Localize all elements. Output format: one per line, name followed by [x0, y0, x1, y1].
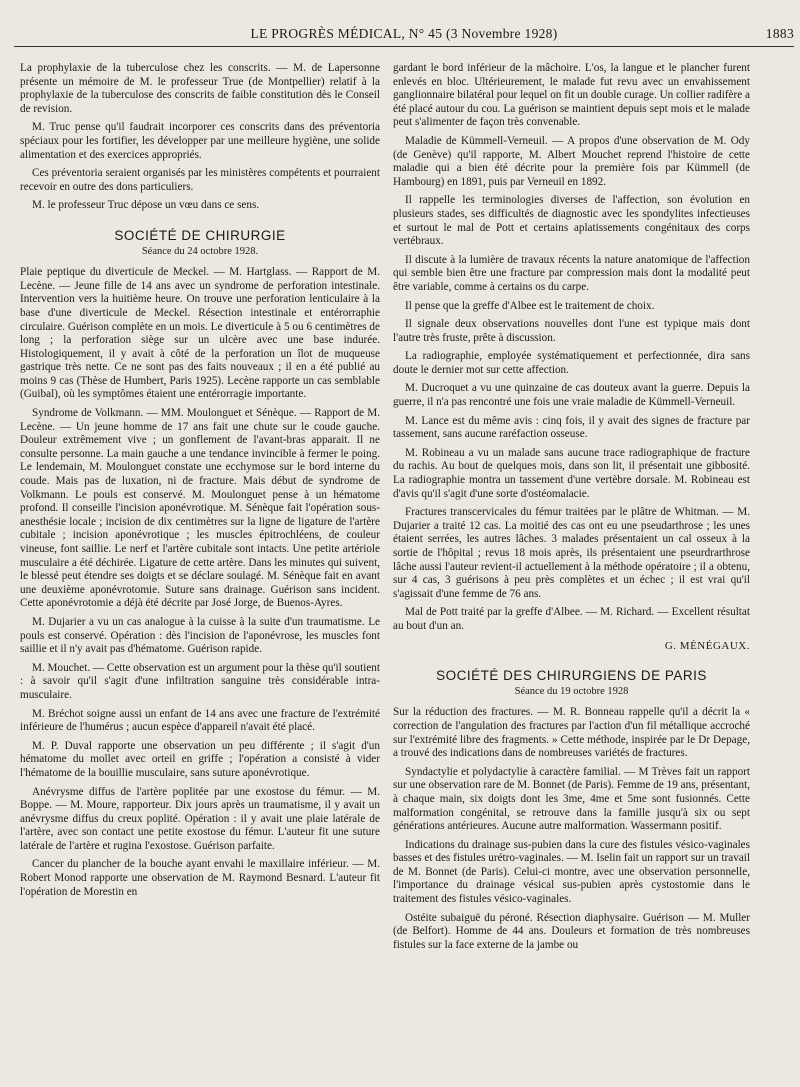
paragraph: Sur la réduction des fractures. — M. R. Bonneau rappelle qu'il a décrit la « correction de l'angulation des fractures par l'action d'un fil métallique accroché sur l'extrémité libre des fragments. » Cette méthode, inspirée par le Dr Depage, a trouvé des indications dans de nombreuses variétés de fractures. [393, 706, 750, 760]
paragraph: M. Lance est du même avis : cinq fois, il y avait des signes de fracture par tassement, sans aucune raréfaction osseuse. [393, 414, 750, 441]
paragraph: La radiographie, employée systématiquement et perfectionnée, dira sans doute le dernier mot sur cette affection. [393, 350, 750, 376]
signature: G. MÉNÉGAUX. [664, 639, 750, 652]
left-column [20, 62, 380, 904]
paragraph: M. Robineau a vu un malade sans aucune trace radiographique de fracture du rachis. Au bout de quelques mois, dans son lit, il présentait une gibbosité. La radiographie montra un tassement d'une vertèbre dorsale. M. Robineau est d'avis qu'il s'agit d'une sorte d'ostéomalacie. [393, 446, 750, 500]
section-title: SOCIÉTÉ DES CHIRURGIENS DE PARIS [436, 668, 707, 684]
paragraph: M. Dujarier a vu un cas analogue à la cuisse à la suite d'un traumatisme. Le pouls est conservé. Opération : dès l'incision de l'aponévrose, les muscles font saillie et il n'y avait pas d'hématome. Guérison rapide. [20, 615, 380, 656]
header-rule [14, 46, 794, 47]
paragraph: La prophylaxie de la tuberculose chez les conscrits. — M. de Lapersonne présente un mémoire de M. le professeur True (de Montpellier) relatif à la prophylaxie de la tuberculose des conscrits de faible constitution dès le Conseil de revision. [20, 62, 380, 115]
paragraph: M. Truc pense qu'il faudrait incorporer ces conscrits dans des préventoria spéciaux pour les fortifier, les développer par une meilleure hygiène, une solide alimentation et des exercices appropriés. [20, 121, 380, 161]
paragraph: Fractures transcervicales du fémur traitées par le plâtre de Whitman. — M. Dujarier a traité 12 cas. La moitié des cas ont eu une pseudarthrose ; les unes étaient serrées, les autres lâches. 3 malades présentaient un cal osseux à la sortie de l'hôpital ; revus 18 mois après, ils présentaient une pseurdrarthrose lâche aussi l'auteur revient-il actuellement à la méthode opératoire ; il a obtenu, sur 4 cas, 3 guérisons à peu près complètes et un échec ; il est vrai qu'il s'agissait d'une femme de 76 ans. [393, 506, 750, 600]
page-header [14, 26, 794, 46]
paragraph: Maladie de Kümmell-Verneuil. — A propos d'une observation de M. Ody (de Genève) qu'il rapporte, M. Albert Mouchet reprend l'histoire de cette maladie qui a bien été décrite pour la première fois par Kümmell (de Hambourg) en 1891, puis par Verneuil en 1892. [393, 134, 750, 188]
paragraph: Syndrome de Volkmann. — MM. Moulonguet et Sénèque. — Rapport de M. Lecène. — Un jeune homme de 17 ans fait une chute sur le coude gauche. Douleur extrêmement vive ; un gonflement de l'avant-bras apparait. Il ne consulte personne. La main gauche a une tendance invincible à fermer le poing. Le lendemain, M. Moulonguet constate une ecchymose sur le bord interne du coude. Mais pas de luxation, ni de fracture. Mais début de syndrome de Volkmann. Le pouls est conservé. M. Moulonguet pense à un hématome profond. Il conseille l'incision aponévrotique. M. Sénèque fait l'opération sous-anesthésie locale ; incision de dix centimètres sur la ligne de ligature de l'artère cubitale ; incision aponévrotique ; les muscles épitrochléens, de couleur vineuse, font saillie. Le nerf et l'artère cubitale sont intacts. Une petite artériole musculaire a été déchirée. Ligature de cette artère. Dans les minutes qui suivent, le blessé peut étendre ses doigts et se déclare soulagé. M. Sénèque fait en avant une deuxième aponévrotomie. Suture sans drainage. Guérison sans incident. Cette aponévrotomie a déjà été décrite par José Jorge, de Buenos-Ayres. [20, 407, 380, 610]
right-column [393, 62, 750, 957]
paragraph: Indications du drainage sus-pubien dans la cure des fistules vésico-vaginales basses et des fistules urétro-vaginales. — M. Iselin fait un rapport sur un travail de M. Bonnet (de Paris). Celui-ci montre, avec une observation personnelle, l'importance du drainage vésical sus-pubien après cystostomie dans le traitement des fistules vésico-vaginales. [393, 838, 750, 906]
paragraph: Syndactylie et polydactylie à caractère familial. — M Trèves fait un rapport sur une observation rare de M. Bonnet (de Paris). Femme de 19 ans, présentant, à chaque main, six doigts dont les 3me, 4me et 5me sont fusionnés. Cette malformation congénital, se retrouve dans la famille jusqu'à six ou sept générations antérieures. Aucune autre malformation. Wassermann positif. [393, 765, 750, 833]
paragraph: Plaie peptique du diverticule de Meckel. — M. Hartglass. — Rapport de M. Lecène. — Jeune fille de 14 ans avec un syndrome de perforation intestinale. Intervention vers la huitième heure. On trouve une perforation lenticulaire à la base d'une diverticule de Meckel. Résection intestinale et entérorraphie circulaire. Guérison complète en un mois. Le diverticule à 5 ou 6 centimètres de long ; la perforation siège sur un ulcère avec une base indurée. Histologiquement, il y avait à côté de la perforation un îlot de muqueuse gastrique très nette. Ce ne sont pas des faits nouveaux ; il en a été publié au moins 9 cas (Thèse de Humbert, Paris 1925). Lecène rapporte un cas semblable (Guibal), où les symptômes étaient une entérorragie importante. [20, 266, 380, 401]
paragraph: Il signale deux observations nouvelles dont l'une est typique mais dont l'autre très fruste, prête à discussion. [393, 318, 750, 344]
paragraph: gardant le bord inférieur de la mâchoire. L'os, la langue et le plancher furent enlevés en bloc. Ultérieurement, le malade fut revu avec un envahissement ganglionnaire bilatéral pour lequel on fit un double curage. Un collier radifère a été placé autour du cou. La guérison se maintient depuis sept mois et le malade peut s'alimenter de façon très convenable. [393, 62, 750, 129]
paragraph: M. le professeur Truc dépose un vœu dans ce sens. [32, 199, 260, 212]
paragraph: Cancer du plancher de la bouche ayant envahi le maxillaire inférieur. — M. Robert Monod rapporte une observation de M. Raymond Besnard. L'auteur fit l'opération de Morestin en [20, 858, 380, 898]
paragraph: Il rappelle les terminologies diverses de l'affection, son évolution en plusieurs stades, ses difficultés de diagnostic avec les spondylites infectieuses et surtout le mal de Pott et certains aplatissements congénitaux des corps vertébraux. [393, 194, 750, 248]
section-date: Séance du 24 octobre 1928. [141, 245, 259, 257]
paragraph: Il pense que la greffe d'Albee est le traitement de choix. [405, 299, 655, 312]
paragraph: Mal de Pott traité par la greffe d'Albee. — M. Richard. — Excellent résultat au bout d'un an. [393, 606, 750, 632]
paragraph: Ces préventoria seraient organisés par les ministères compétents et pourraient recevoir en outre des dons particuliers. [20, 167, 380, 193]
paragraph: M. P. Duval rapporte une observation un peu différente ; il s'agit d'un hématome du mollet avec orteil en griffe ; l'opération a consisté à vider l'hématome de la bouillie musculaire, sans suture aponévrotique. [20, 739, 380, 779]
paragraph: Anévrysme diffus de l'artère poplitée par une exostose du fémur. — M. Boppe. — M. Moure, rapporteur. Dix jours après un traumatisme, il y avait un anévrysme diffus du creux poplité. Opération : il y avait une plaie latérale de l'artère, avec son contact une petite exostose du fémur. L'auteur fit une suture latérale de l'artère et rugina l'exostose. Guérison parfaite. [20, 785, 380, 852]
paragraph: M. Mouchet. — Cette observation est un argument pour la thèse qu'il soutient : à savoir qu'il s'agit d'une infiltration sanguine très considérable intra-musculaire. [20, 661, 380, 701]
paragraph: Ostéite subaiguë du péroné. Résection diaphysaire. Guérison — M. Muller (de Belfort). Homme de 44 ans. Douleurs et formation de très nombreuses fistules sur la face externe de la jambe ou [393, 911, 750, 951]
paragraph: M. Bréchot soigne aussi un enfant de 14 ans avec une fracture de l'extrémité inférieure de l'humérus ; aucun espèce d'appareil n'avait été placé. [20, 707, 380, 734]
section-date: Séance du 19 octobre 1928 [514, 685, 629, 697]
journal-title: LE PROGRÈS MÉDICAL, N° 45 (3 Novembre 1928) [250, 26, 558, 41]
paragraph: M. Ducroquet a vu une quinzaine de cas douteux avant la guerre. Depuis la guerre, il n'a pas rencontré une fois une vraie maladie de Kümmell-Verneuil. [393, 382, 750, 409]
paragraph: Il discute à la lumière de travaux récents la nature anatomique de l'affection qui semble bien être une fracture par compression mais dont la modalité peut être variable, comme à certains os du carpe. [393, 253, 750, 293]
section-title: SOCIÉTÉ DE CHIRURGIE [114, 227, 286, 243]
page-number: 1883 [765, 26, 794, 41]
